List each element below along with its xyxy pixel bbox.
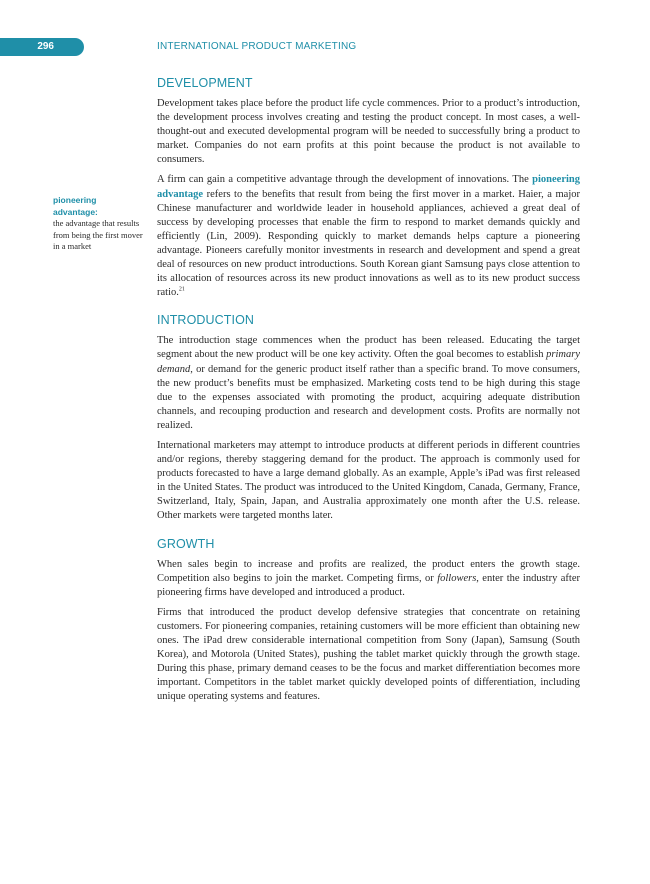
- paragraph: Development takes place before the product life cycle commences. Prior to a product’s introduction, the development process involves creating and testing the product concept. In most cases, a well-thought-out and executed developmental program will be needed to successfully bring a product to market. Companies do not earn profits at this point because the product is not available to consumers.: [157, 98, 580, 166]
- text-run: , enter the industry after pioneering firms have developed and introduced a product.: [157, 572, 580, 598]
- margin-glossary-note: [53, 195, 143, 253]
- section-heading-introduction: INTRODUCTION: [157, 313, 255, 328]
- glossary-term: pioneering advantage:: [53, 195, 98, 217]
- text-run: refers to the benefits that result from being the first mover in a market. Haier, a major Chinese manufacturer and worldwide leader in household appliances, achieved a great deal of success by developing processes that enable the firm to respond to market demands quickly and efficiently (Lin, 2009). Responding quickly to market demands helps capture a pioneering advantage. Pioneers carefully monitor investments in research and development and spend a great deal of resources on new product introductions. South Korean giant Samsung pays close attention to its allocation of resources across its new product innovations as well as to its new product success ratio.: [157, 188, 580, 299]
- section-development: [157, 76, 580, 300]
- paragraph: Firms that introduced the product develop defensive strategies that concentrate on retaining customers. For pioneering companies, retaining customers will be more efficient than obtaining new ones. The iPad drew considerable international competition from Sony (Japan), Samsung (South Korea), and Motorola (United States), pushing the tablet market quickly through the growth stage. During this phase, primary demand ceases to be the focus and market differentiation becomes more important. Competitors in the tablet market quickly developed points of differentiation, including unique operating systems and features.: [157, 606, 580, 703]
- section-heading-development: DEVELOPMENT: [157, 76, 253, 90]
- page-number-tab: [0, 38, 84, 56]
- paragraph: [157, 558, 580, 600]
- section-introduction: [157, 313, 580, 523]
- key-term-pioneering-advantage: pioneering advantage: [157, 174, 580, 200]
- glossary-definition: the advantage that results from being the first mover in a market: [53, 218, 143, 251]
- text-run: , or demand for the generic product itself rather than a specific brand. To move consumers, the new product’s benefits must be emphasized. Marketing costs tend to be high during this stage due to the expenses associated with promoting the product, acquiring adequate distribution channels, and recouping production and research and development costs. Profits are normally not realized.: [157, 363, 580, 431]
- page-number: 296: [37, 41, 54, 52]
- section-heading-growth: GROWTH: [157, 536, 215, 551]
- emphasized-term: followers: [437, 572, 477, 584]
- footnote-reference: 21: [178, 286, 185, 293]
- text-run: A firm can gain a competitive advantage through the development of innovations. The: [157, 174, 533, 186]
- paragraph: [157, 173, 580, 300]
- main-content: [157, 76, 580, 710]
- running-head: INTERNATIONAL PRODUCT MARKETING: [157, 41, 357, 52]
- paragraph: International marketers may attempt to introduce products at different periods in different countries and/or regions, thereby staggering demand for the product. The approach is commonly used for products forecasted to have a large demand globally. As an example, Apple’s iPad was first released in the United States. The product was introduced to the United Kingdom, Canada, Germany, France, Switzerland, Italy, Spain, Japan, and Australia approximately one month after the U.S. release. Other markets were targeted months later.: [157, 439, 580, 522]
- section-growth: [157, 537, 580, 705]
- text-run: When sales begin to increase and profits are realized, the product enters the growth stage. Competition also begins to join the market. Competing firms, or: [157, 558, 580, 584]
- emphasized-term: primary demand: [157, 349, 581, 375]
- paragraph: [157, 334, 580, 433]
- text-run: The introduction stage commences when the product has been released. Educating the target segment about the new product will be one key activity. Often the goal becomes to establish: [157, 335, 580, 361]
